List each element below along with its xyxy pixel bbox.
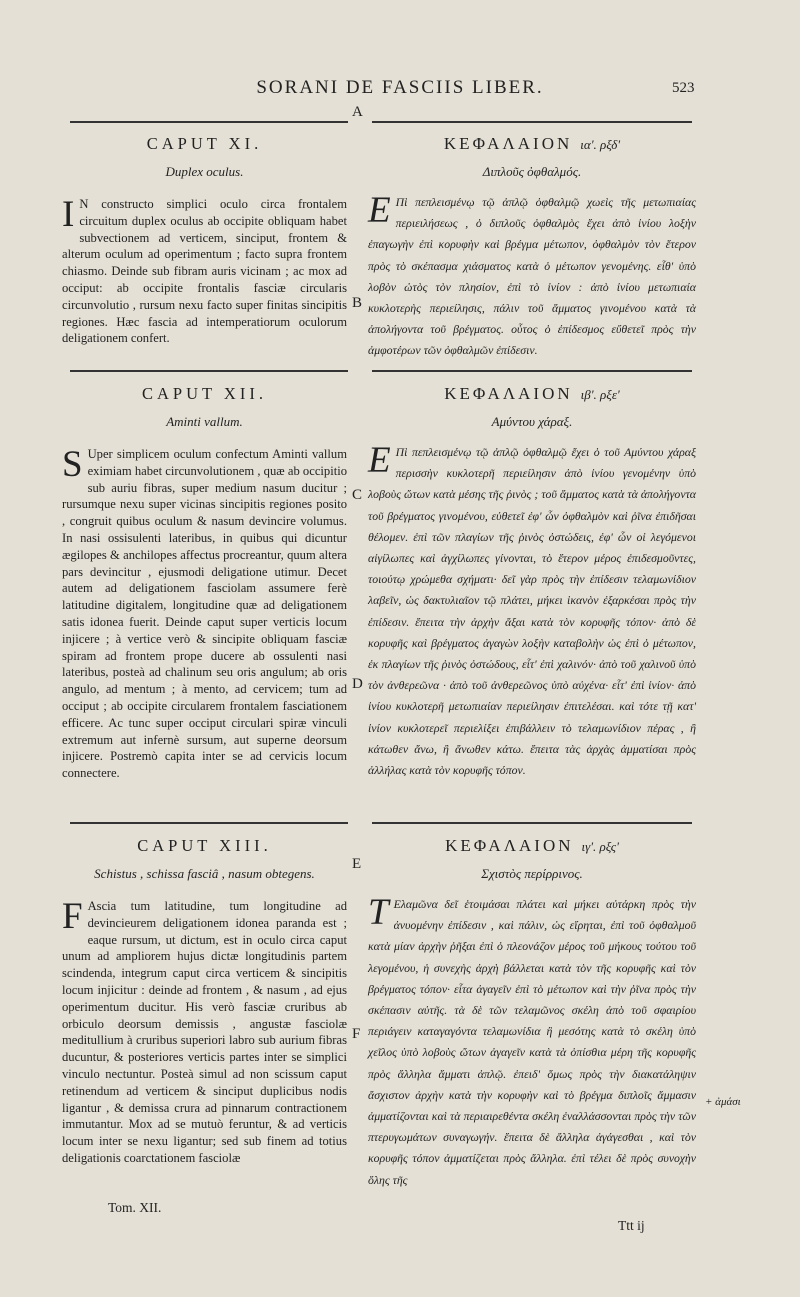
heading-word: ΚΕΦΑΛΑΙΟΝ [444,384,573,403]
greek-section-13 [368,836,696,1191]
chapter-subtitle: Duplex oculus. [165,164,244,179]
paragraph-body: Uper simplicem oculum confectum Aminti vallum eximiam habet circunvolutionem , quæ ab occipitio sub auriu fibras, super medium nasum ducitur ; rursumque nexu super vicinas sincipitis regiones posito , congruit quibus oculum & nasum devincire volumus. In nasi ossisulenti lateribus, in quibus qui dicuntur ægilopes & anchilopes affectus procreantur, quum altera pars devincitur , ejusmodi deligatione utimur. Decet autem ad deligationem fasciolam assumere ferè latitudine digitalem, longitudine quæ ad deligationem satis idonea fuerit. Deinde caput super verticis locum injicere ; à vertice verò & sincipite obliquam fasciæ spiram ad frontem prope ducere ab ossulenti nasi lateribus, posteà ad chalinum seu oris angulum; ab oris angulo, ad mentum ; à mento, ad cervicem; tum ad occiput ; ab occipite circularem frontalem fasciationem efficere. Ac tunc super occiput circulari spiræ vinculi extremum aut infernè sursum, aut superne deorsum injicere. Postremò capita inter se ad cervicis locum connectere. [62,447,347,781]
drop-cap: S [62,444,83,485]
paragraph-body: Πὶ πεπλεισμένῳ τῷ ἁπλῷ ὀφθαλμῷ ἔχει ὁ τοῦ Αμύντου χάραξ περισσὴν κυκλοτερῆ περιείλησιν ἀπὸ ἰνίου γενομένην ὑπὸ λοβοὺς ὤτων κατὰ μέσης τῆς ῥινὸς ; τοῦ ἅμματος κατὰ τὰ ἀπολήγοντα τοῦ βρέγματος γινομένου, εὐθετεῖ ἐφ' ὧν ὀφθαλμὸν καὶ ῥῖνα ἐπιδῆσαι θέλομεν. ἐπὶ τῶν πλαγίων τῆς ῥινὸς ὀστώδεις, ἐφ' ὧν οἱ λεγόμενοι αἰγίλωπες καὶ ἀγχίλωπες γίνονται, τὸ ἕτερον μέρος ἐπιδεσμοῦντες, τοιούτῳ χρώμεθα σχήματι· δεῖ γὰρ πρὸς τὴν ἐπίδεσιν τελαμωνίδιον λαβεῖν, ὡς δακτυλιαῖον τῷ πλάτει, μήκει ἱκανὸν ἐξαρκέσαι πρὸς τὴν ἐπίδεσιν. ἔπειτα τὴν ἀρχὴν ἄξαι κατὰ τὸν κορυφῆς τόπον· ἀπὸ δὲ κορυφῆς καὶ βρέγματος ἀγαγὼν λοξὴν καταβολὴν ὡς ἐπὶ ὁ μέτωπον, ἐκ πλαγίων τῆς ῥινὸς ὀστώδους, εἶτ' ἐπὶ χαλινόν· ἀπὸ τοῦ χαλινοῦ ὑπὸ τὸν ἀνθερεῶνα · ἀπὸ τοῦ ἀνθερεῶνος ὑπὸ αὐχένα· εἶτ' ἐπὶ ἰνίον· ἀπὸ ἰνίου κυκλοτερῆ μετωπιαίαν περιείλησιν ἐπιτελέσαι. καὶ τότε τῇ κατ' ἰνίον κυκλοτερεῖ περιελίξει ἐπιβάλλειν τὸ τελαμωνίδιον πέρας , ἢ κάτωθεν ἄνω, ἢ ἄνωθεν κάτω. ἔπειτα τὰς ἀρχὰς ἀμματίσαι πρὸς ἀλλήλας κατὰ τὸν κορυφῆς τόπον. [368,445,696,778]
paragraph-body: Ascia tum latitudine, tum longitudine ad devincieurem deligationem idonea paranda est ; eaque rursum, ut dictum, est in oculo circa caput unum ad ampliorem hujus dictæ longitudinis partem scindenda, integrum caput circa verticem & sincipitis locum injicitur : deinde ad frontem , & nasum , ad ejus operimentum ducitur. His verò fasciæ cruribus ab orbiculo deorsum demissis , angustæ fasciolæ meditullium à cruribus superiori labro sub aurium fibras ducuntur, & posteriores verticis partes inter se simplici vinculo nectuntur. Posteà simul ad non scissum caput retinendum ad verticem & sinciput duplicibus nodis ligantur , & demissa crura ad pinnarum contractionem immutantur. Mox ad se mutuò feruntur, & ad verticis locum inter se nexu ligantur; sed sub finem ad totius deligationis coarctationem fasciolæ [62,899,347,1165]
chapter-heading: CAPUT XII. [142,384,267,403]
margin-letter-f: F [352,1026,361,1042]
heading-word: ΚΕΦΑΛΑΙΟΝ [445,836,574,855]
chapter-heading: CAPUT XI. [146,134,263,153]
chapter-number: ιγ'. ρξς' [581,839,619,854]
drop-cap: F [62,896,83,937]
margin-letter-d: D [352,676,363,692]
chapter-subtitle: Αμύντου χάραξ. [491,414,573,429]
greek-section-12 [368,384,696,781]
rule-left-1 [70,370,348,372]
margin-letter-c: C [352,487,363,503]
rule-right-1 [372,370,692,372]
chapter-subtitle: Διπλοῦς ὀφθαλμός. [482,164,582,179]
page-number: 523 [672,80,695,96]
paragraph-body: Ελαμῶνα δεῖ ἑτοιμάσαι πλάτει καὶ μήκει αὐτάρκη πρὸς τὴν ἀνυομένην ἐπίδεσιν , καὶ πάλιν, ὡς εἴρηται, ἐπὶ τοῦ ὀφθαλμοῦ κατὰ μίαν ἀρχὴν ῥῆξαι ἐπὶ ὁ πλεονάζον μέρος τοῦ μήκους τούτου τοῦ λεγομένου, ἡ συνεχὴς ἀρχὴ βάλλεται κατὰ τὸν τῆς κορυφῆς καὶ τὸν βρέγματος τόπον· εἶτα ἀγαγεῖν ἐπὶ τὸ μέτωπον καὶ τὴν ῥῖνα πρὸς τὴν σκέπασιν αὐτῆς. τὰ δὲ τῶν τελαμῶνος σκέλη ἀπὸ τοῦ σφαιρίου περιάγειν καταγαγόντα τελαμωνίδια ἢ μεσότης κατὰ τὸ σκέλη ὑπὸ χεῖλος ὑπὸ λοβοὺς ὤτων ἀγαγεῖν κατὰ τὰ ὀπίσθια μέρη τῆς κορυφῆς πρὸς ἄλληλα ἅμματι ἁπλῷ. ἐπειδ' ὅμως πρὸς τὴν διακατάληψιν ἄσχιστον ἀρχὴν κατὰ τὴν κορυφὴν καὶ τὸ βρέγμα διπλοῖς ἅμμασιν ἀμματίζονται καὶ τὰ περιαιρεθέντα σκέλη ἐναλλάσσονται πρὸς τὴν τῶν πτερυγωμάτων συναγωγήν. ἔπειτα δὲ ἄλληλα ἀγάγεσθαι , καὶ τὸν κορυφῆς τόπον ἀμματίζεται πρὸς ἄλληλα. ἐπὶ τέλει δὲ πρὸς συνοχὴν ὅλης τῆς [368,897,696,1187]
margin-annotation: + ἀμάσι [705,1096,741,1108]
chapter-heading [368,836,696,856]
chapter-text [368,192,696,362]
paragraph-body: N constructo simplici oculo circa frontalem circuitum duplex oculus ab occipite obliquam habet subvectionem ad verticem, sinciput, frontem & alterum oculum ad operimentum ; facto supra frontem chiasmo. Deinde sub fibram auris vicinam ; ac mox ad occiput: ab occipite frontalis fasciæ circularis circunvolutio , rursum nexu facto super finitas sincipitis regiones. Hæc fascia ad intemperatiorum oculorum deligationem confert. [62,197,347,346]
latin-section-12 [62,384,347,782]
rule-left-2 [70,822,348,824]
greek-section-11 [368,134,696,362]
margin-letter-b: B [352,295,363,311]
chapter-heading [368,384,696,404]
latin-section-13 [62,836,347,1167]
signature-mark: Ttt ij [618,1218,645,1233]
chapter-number: ιβ'. ρξε' [580,387,620,402]
latin-section-11 [62,134,347,347]
top-rule-left [70,121,348,123]
drop-cap: Ε [368,440,391,481]
chapter-number: ια'. ρξδ' [580,137,621,152]
top-rule-right [372,121,692,123]
chapter-subtitle: Aminti vallum. [166,414,243,429]
rule-right-2 [372,822,692,824]
heading-word: ΚΕΦΑΛΑΙΟΝ [443,134,573,153]
paragraph-body: Πὶ πεπλεισμένῳ τῷ ἁπλῷ ὀφθαλμῷ χωεὶς τῆς μετωπιαίας περιειλήσεως , ὁ διπλοῦς ὀφθαλμὸς ἔχει ἀπὸ ἰνίου λοξὴν ἐπαγωγὴν ἐπὶ κορυφὴν καὶ βρέγμα μέτωπον, ὀφθαλμὸν τὸν ἕτερον πρὸς τὸ σκέπασμα χιάσματος κατὰ ὁ μέτωπον γενομένης. εἶθ' ὑπὸ λοβὸν ὠτὸς τὸν πλησίον, ἐπὶ τὸ ἰνίον : ἀπὸ ἰνίου μετωπιαία κυκλοτερὴς περιείλησις, πάλιν τοῦ ἅμματος γινομένου κατὰ τὰ ἀπολήγοντα τοῦ βρέγματος. οὗτος ὁ ἐπίδεσμος εὔθετεῖ πρὸς τὴν ἀμφοτέρων τῶν ὀφθαλμῶν ἐπίδεσιν. [368,195,696,358]
margin-letter-e: E [352,856,362,872]
drop-cap: Ε [368,190,391,231]
chapter-text [62,898,347,1167]
chapter-text [62,196,347,347]
running-title: SORANI DE FASCIIS LIBER. [256,77,544,98]
drop-cap: I [62,194,75,235]
chapter-heading [368,134,696,154]
chapter-subtitle: Schistus , schissa fasciâ , nasum obtegens. [94,866,315,881]
chapter-heading: CAPUT XIII. [137,836,272,855]
chapter-text [62,446,347,782]
chapter-text [368,894,696,1191]
volume-label: Tom. XII. [108,1200,162,1215]
chapter-text [368,442,696,781]
chapter-subtitle: Σχιστὸς περίρρινος. [481,866,583,881]
drop-cap: Τ [368,892,389,933]
margin-letter-a: A [352,104,363,120]
